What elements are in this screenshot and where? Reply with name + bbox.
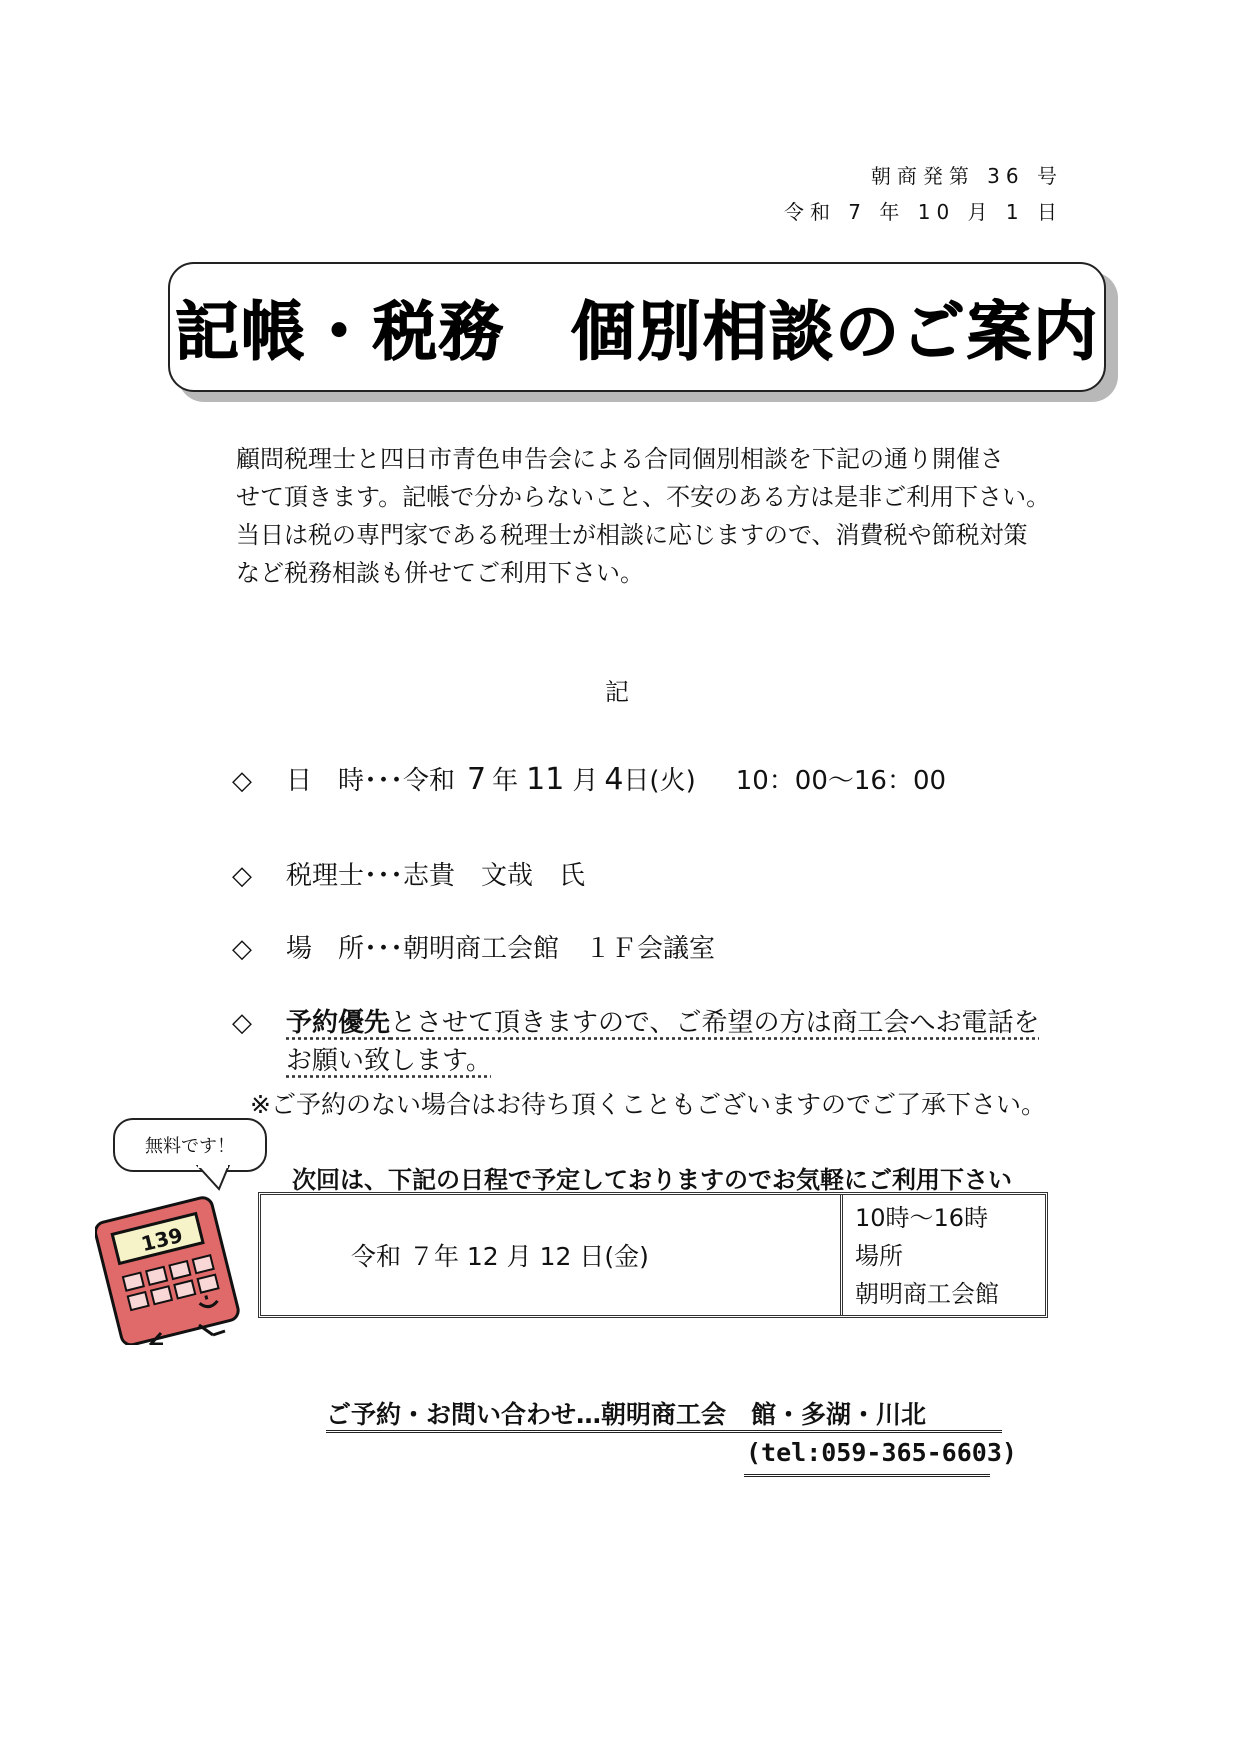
intro-line: 顧問税理士と四日市青色申告会による合同個別相談を下記の通り開催さ	[236, 445, 1004, 473]
date-month-unit: 月	[572, 766, 599, 796]
item-place	[232, 928, 715, 965]
intro-line: 当日は税の専門家である税理士が相談に応じますので、消費税や節税対策	[236, 521, 1028, 549]
contact-line: ご予約・お問い合わせ…朝明商工会 館・多湖・川北	[326, 1400, 927, 1429]
item-advisor	[232, 855, 585, 892]
next-session-place: 朝明商工会館	[855, 1280, 999, 1308]
intro-paragraph	[236, 440, 1076, 592]
item-reservation	[232, 1002, 1040, 1039]
contact-underline	[326, 1430, 1002, 1433]
item-date	[232, 760, 946, 797]
intro-line: せて頂きます。記帳で分からないこと、不安のある方は是非ご利用下さい。	[236, 483, 1051, 511]
calculator-mascot	[95, 1185, 245, 1345]
diamond-icon: ◇	[232, 766, 252, 796]
place-text: 場 所･･･朝明商工会館 １Ｆ会議室	[286, 934, 716, 964]
next-session-table	[258, 1192, 1048, 1318]
contact-tel: (tel:059-365-6603)	[746, 1438, 1017, 1467]
diamond-icon: ◇	[232, 861, 252, 891]
bubble-text: 無料です！	[145, 1136, 235, 1157]
diamond-icon: ◇	[232, 934, 252, 964]
reservation-text: とさせて頂きますので、ご希望の方は商工会へお電話を	[390, 1008, 1040, 1038]
advisor-text: 税理士･･･志貴 文哉 氏	[286, 861, 586, 891]
next-session-date: 令和 ７年 12 月 12 日(金)	[351, 1242, 649, 1271]
reservation-priority: 予約優先	[286, 1008, 391, 1038]
next-session-heading: 次回は、下記の日程で予定しておりますのでお気軽にご利用下さい	[292, 1166, 1012, 1194]
diamond-icon: ◇	[232, 1008, 252, 1038]
page-title: 記帳・税務 個別相談のご案内	[175, 296, 1099, 370]
reservation-note: ※ご予約のない場合はお待ち頂くこともございますのでご了承下さい。	[250, 1090, 1046, 1119]
reference-number: 朝商発第 36 号	[870, 164, 1063, 188]
tel-underline	[744, 1474, 990, 1477]
next-session-place-label: 場所	[855, 1242, 903, 1270]
next-session-time: 10時～16時	[855, 1204, 989, 1232]
next-session-info-cell	[843, 1195, 1045, 1315]
date-day-unit: 日(火)	[623, 766, 696, 796]
date-year-unit: 年	[492, 766, 519, 796]
calculator-display: 139	[138, 1222, 186, 1257]
item-reservation-cont	[286, 1040, 492, 1077]
title-box	[168, 262, 1106, 392]
reservation-text-2: お願い致します。	[286, 1046, 492, 1076]
issue-date: 令和 7 年 10 月 1 日	[783, 200, 1063, 224]
intro-line: など税務相談も併せてご利用下さい。	[236, 559, 644, 587]
ki-heading: 記	[605, 678, 629, 706]
date-month: 11	[526, 762, 565, 797]
date-label: 日 時･･･令和	[286, 766, 456, 796]
date-time: 10：00～16：00	[735, 766, 947, 796]
date-year: 7	[467, 762, 487, 797]
date-day: 4	[604, 762, 624, 797]
next-session-date-cell	[261, 1195, 843, 1315]
speech-bubble	[113, 1118, 267, 1172]
